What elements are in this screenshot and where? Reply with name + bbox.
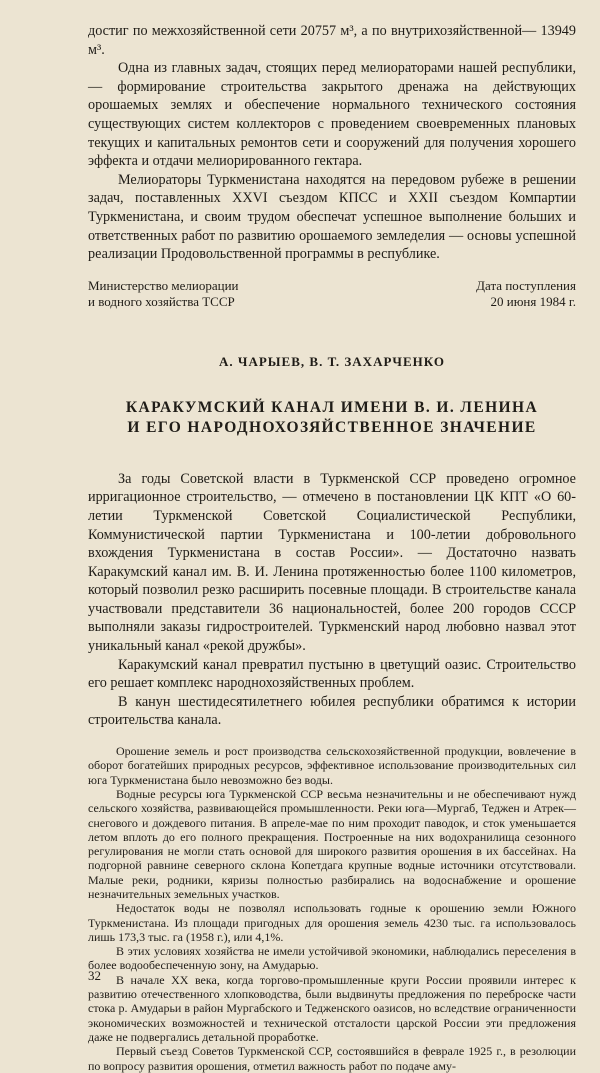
paragraph-drainage-task: Одна из главных задач, стоящих перед мелиораторами нашей республики, — формирование строительства закрытого дренажа на действующих орошаемых землях и обеспечение нормального технического состояния существующих систем коллекторов с проведением своевременных плановых текущих и капитальных ремонтов сети и сооружений для получения хорошего эффекта и отдачи мелиорированного гектара. [88,60,576,170]
paragraph-anniversary: В канун шестидесятилетнего юбилея республики обратимся к истории строительства канала. [88,693,576,729]
paragraph-continuation: достиг по межхозяйственной сети 20757 м³, а по внутрихозяйственной— 13949 м³. [88,23,576,58]
signature-date [476,278,576,310]
paragraph-economy: В этих условиях хозяйства не имели устойчивой экономики, наблюдались переселения в более водообеспеченную зону, на Амударью. [88,944,576,973]
title-line-2: И ЕГО НАРОДНОХОЗЯЙСТВЕННОЕ ЗНАЧЕНИЕ [127,418,537,436]
paragraph-first-congress: Первый съезд Советов Туркменской ССР, состоявшийся в феврале 1925 г., в резолюции по вопросу развития орошения, отметил важность работ по подаче аму- [88,1044,576,1073]
page-number: 32 [88,968,101,983]
paragraph-canal-oasis: Каракумский канал превратил пустыню в цветущий оазис. Строительство его решает комплекс народнохозяйственных проблем. [88,656,576,692]
paragraph-meliorators: Мелиораторы Туркменистана находятся на передовом рубеже в решении задач, поставленных XXVI съездом КПСС и XXII съездом Компартии Туркменистана, и своим трудом обеспечат успешное выполнение больших и ответственных работ по развитию орошаемого земледелия — основы успешной реализации Продовольственной программы в республике. [88,171,576,263]
article-title [88,398,576,438]
signature-organization [88,278,238,310]
paragraph-water-shortage: Недостаток воды не позволял использовать годные к орошению земли Южного Туркменистана. Из площади пригодных для орошения земель 4230 тыс. га использовалось лишь 173,3 тыс. га (1958 г.), или 4,1%. [88,901,576,944]
date-label: Дата поступления [476,277,576,293]
article-authors: А. ЧАРЫЕВ, В. Т. ЗАХАРЧЕНКО [219,353,445,369]
paragraph-irrigation: Орошение земель и рост производства сельскохозяйственной продукции, вовлечение в оборот богатейших природных ресурсов, эффективное использование производительных сил юга Туркменистана было невозможно без воды. [88,744,576,787]
organization-line-1: Министерство мелиорации [88,277,239,293]
title-line-1: КАРАКУМСКИЙ КАНАЛ ИМЕНИ В. И. ЛЕНИНА [125,398,539,416]
intro-text-block [88,470,576,730]
small-text-block [88,744,576,1073]
top-text-block [88,22,576,264]
date-value: 20 июня 1984 г. [490,293,576,309]
signature-block [88,278,576,310]
organization-line-2: и водного хозяйства ТССР [88,293,235,309]
paragraph-xx-century: В начале XX века, когда торгово-промышленные круги России проявили интерес к развитию отечественного хлопководства, были выдвинуты предложения по переброске части стока р. Амударьи в район Мургабского и Тедженского оазисов, но вследствие ограниченности экономических возможностей и технической отсталости царской России эти предложения даже не подвергались детальной проработке. [88,972,576,1044]
paragraph-water-resources: Водные ресурсы юга Туркменской ССР весьма незначительны и не обеспечивают нужд сельского хозяйства, развивающейся промышленности. Реки юга—Мургаб, Теджен и Атрек—снегового и дождевого питания. В апреле-мае по ним проходит паводок, и сток уменьшается летом вплоть до его полного прекращения. Построенные на них водохранилища сезонного регулирования не могли стать основой для широкого развития орошения в их бассейнах. На подгорной равнине северного склона Копетдага крупные водные источники отсутствовали. Малые реки, родники, кяризы полностью разбирались на водоснабжение и орошение незначительных земельных участков. [88,786,576,901]
paragraph-soviet-years: За годы Советской власти в Туркменской ССР проведено огромное ирригационное строительство, — отмечено в постановлении ЦК КПТ «О 60-летии Туркменской Советской Социалистической Республики, Коммунистической партии Туркменистана и 100-летии добровольного вхождения Туркменистана в состав России». — Достаточно назвать Каракумский канал им. В. И. Ленина протяженностью более 1100 километров, который позволил резко расширить посевные площади. В строительстве канала участвовали представители 36 национальностей, более 200 городов СССР выполняли заказы гидростроителей. Туркменский народ любовно назвал этот уникальный канал «рекой дружбы». [88,470,576,655]
